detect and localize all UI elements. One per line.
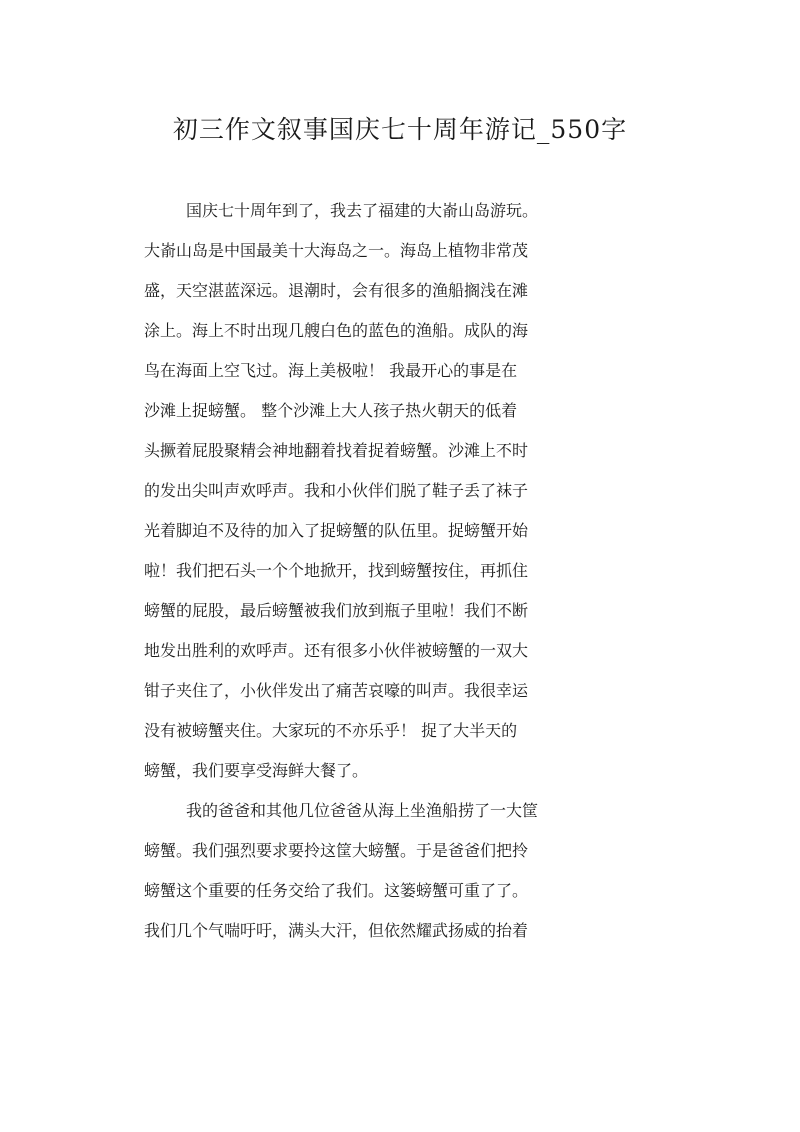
- paragraph-line: 国庆七十周年到了，我去了福建的大嵛山岛游玩。: [186, 201, 539, 220]
- paragraph-line: 沙滩上捉螃蟹。 整个沙滩上大人孩子热火朝天的低着: [144, 401, 518, 420]
- paragraph-1: [144, 198, 660, 798]
- paragraph-line: 光着脚迫不及待的加入了捉螃蟹的队伍里。捉螃蟹开始: [144, 521, 529, 540]
- paragraph-line: 螃蟹，我们要享受海鲜大餐了。: [144, 761, 369, 780]
- paragraph-line: 盛，天空湛蓝深远。退潮时，会有很多的渔船搁浅在滩: [144, 281, 529, 300]
- paragraph-line: 大嵛山岛是中国最美十大海岛之一。海岛上植物非常茂: [144, 241, 529, 260]
- paragraph-line: 地发出胜利的欢呼声。还有很多小伙伴被螃蟹的一双大: [144, 641, 529, 660]
- paragraph-line: 螃蟹这个重要的任务交给了我们。这篓螃蟹可重了了。: [144, 881, 529, 900]
- document-title: 初三作文叙事国庆七十周年游记_550字: [172, 115, 628, 144]
- paragraph-line: 螃蟹的屁股，最后螃蟹被我们放到瓶子里啦！我们不断: [144, 601, 529, 620]
- paragraph-2: [144, 798, 660, 958]
- paragraph-line: 钳子夹住了，小伙伴发出了痛苦哀嚎的叫声。我很幸运: [144, 681, 529, 700]
- document-body: [144, 198, 660, 958]
- paragraph-line: 的发出尖叫声欢呼声。我和小伙伴们脱了鞋子丢了袜子: [144, 481, 529, 500]
- paragraph-line: 涂上。海上不时出现几艘白色的蓝色的渔船。成队的海: [144, 321, 529, 340]
- paragraph-line: 啦！我们把石头一个个地掀开，找到螃蟹按住，再抓住: [144, 561, 529, 580]
- paragraph-line: 鸟在海面上空飞过。海上美极啦！ 我最开心的事是在: [144, 361, 518, 380]
- paragraph-line: 我们几个气喘吁吁，满头大汗，但依然耀武扬威的抬着: [144, 921, 529, 940]
- paragraph-line: 我的爸爸和其他几位爸爸从海上坐渔船捞了一大筐: [186, 801, 539, 820]
- paragraph-line: 螃蟹。我们强烈要求要拎这筐大螃蟹。于是爸爸们把拎: [144, 841, 529, 860]
- paragraph-line: 头撅着屁股聚精会神地翻着找着捉着螃蟹。沙滩上不时: [144, 441, 529, 460]
- paragraph-line: 没有被螃蟹夹住。大家玩的不亦乐乎！ 捉了大半天的: [144, 721, 518, 740]
